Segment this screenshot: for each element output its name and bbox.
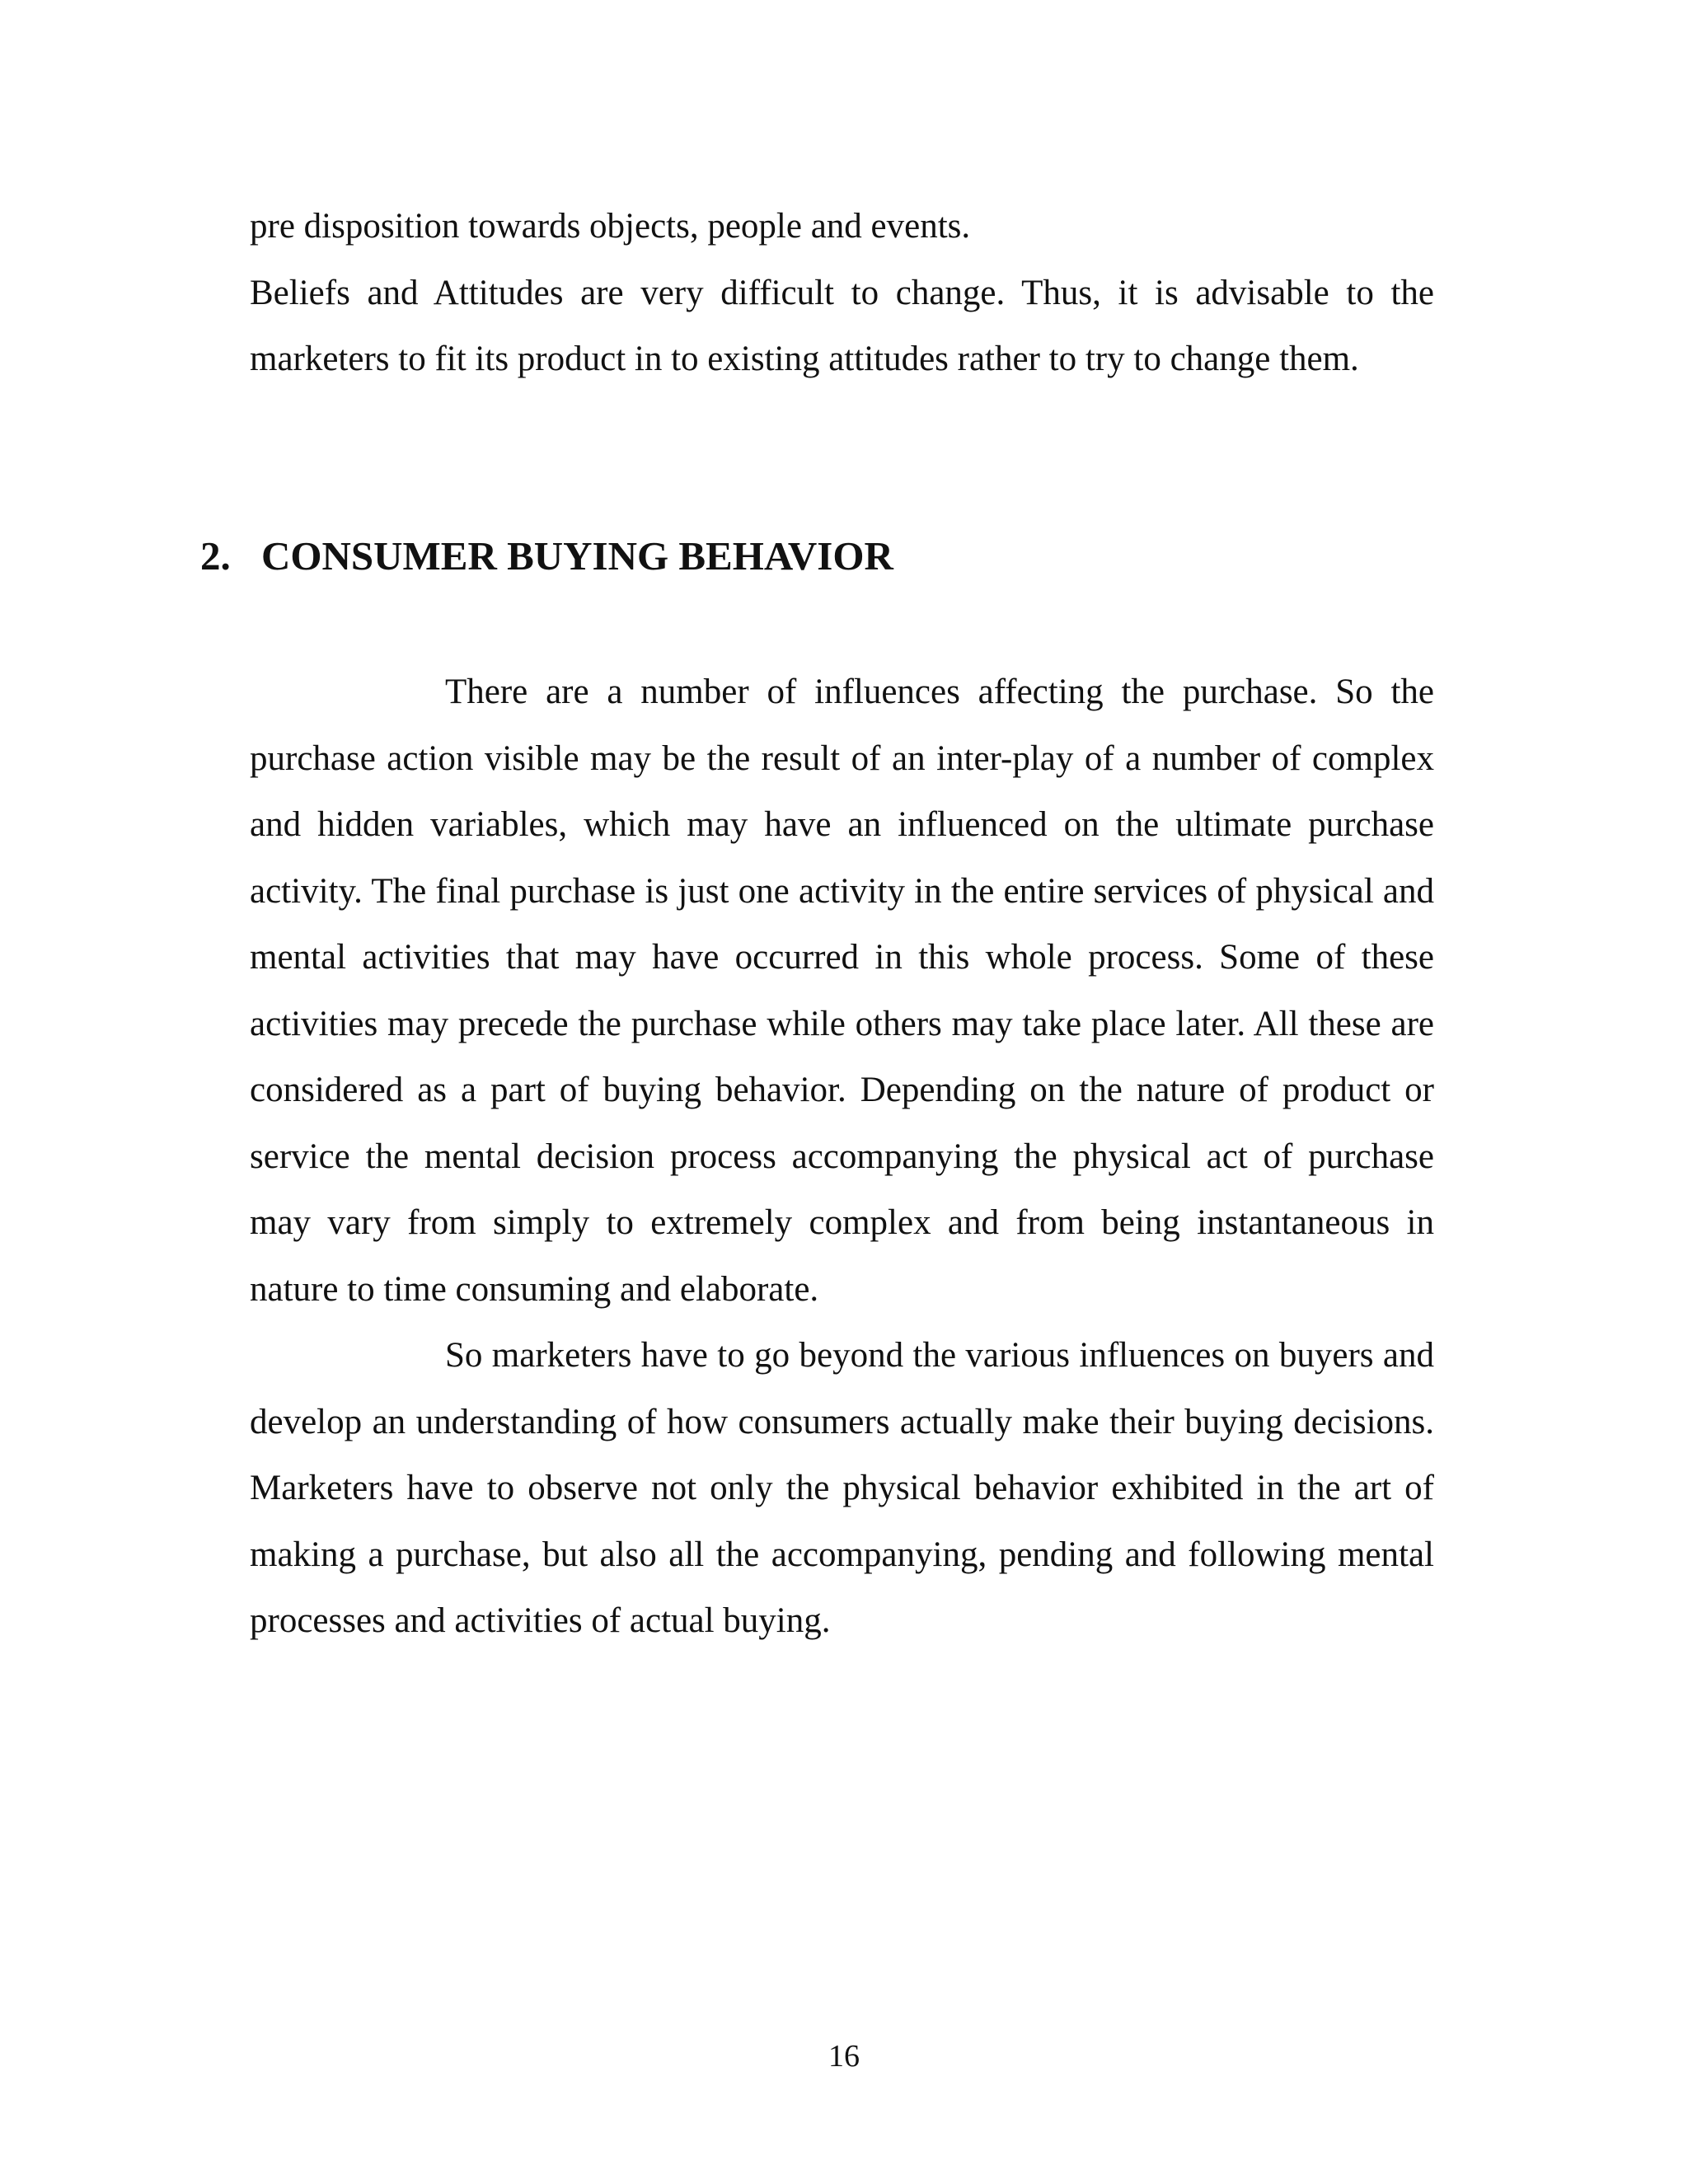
intro-line: pre disposition towards objects, people and events. [250, 207, 971, 246]
section-title: CONSUMER BUYING BEHAVIOR [261, 533, 893, 579]
page-number: 16 [828, 2039, 860, 2074]
beliefs-paragraph: Beliefs and Attitudes are very difficult to change. Thus, it is advisable to the marketers to fit its product in to existing attitudes rather to try to change them. [250, 273, 1434, 378]
section-body [250, 659, 1434, 1655]
body-paragraph-2: So marketers have to go beyond the various influences on buyers and develop an understanding of how consumers actually make their buying decisions. Marketers have to observe not only the physical behavior exhibited in the art of making a purchase, but also all the accompanying, pending and following mental processes and activities of actual buying. [250, 1336, 1434, 1640]
section-heading [200, 527, 893, 585]
section-number: 2. [200, 533, 231, 579]
body-paragraph-1: There are a number of influences affecting the purchase. So the purchase action visible may be the result of an inter-play of a number of complex and hidden variables, which may have an influenced on the ultimate purchase activity. The final purchase is just one activity in the entire services of physical and mental activities that may have occurred in this whole process. Some of these activities may precede the purchase while others may take place later. All these are considered as a part of buying behavior. Depending on the nature of product or service the mental decision process accompanying the physical act of purchase may vary from simply to extremely complex and from being instantaneous in nature to time consuming and elaborate. [250, 673, 1434, 1309]
top-text-block [250, 194, 1434, 393]
